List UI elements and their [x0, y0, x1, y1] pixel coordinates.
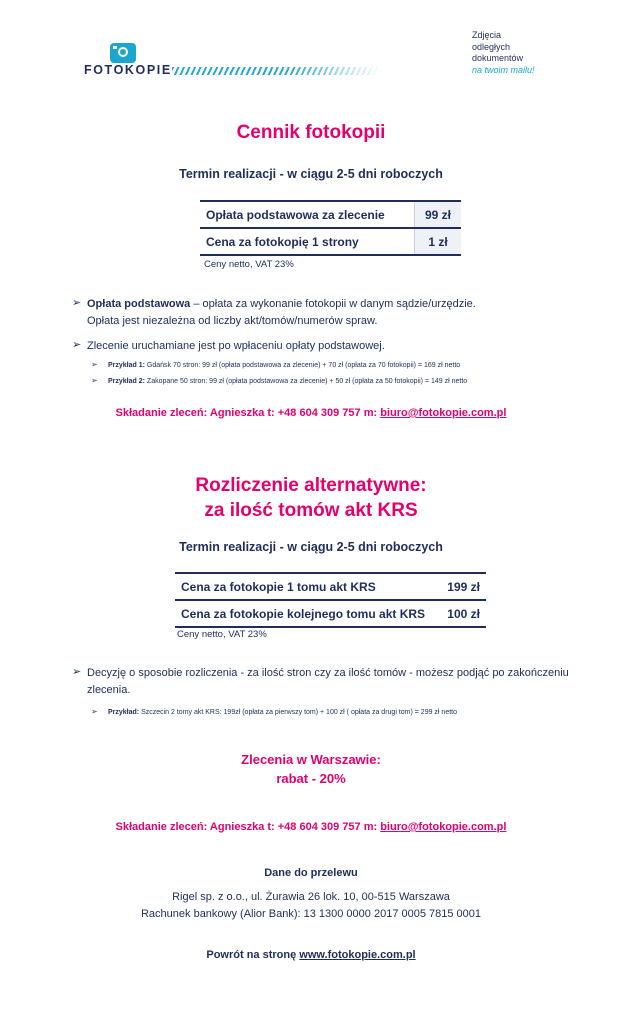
order-contact: Składanie zleceń: Agnieszka t: +48 604 309 757 m: biuro@fotokopie.com.pl	[115, 821, 507, 833]
order-contact: Składanie zleceń: Agnieszka t: +48 604 309 757 m: biuro@fotokopie.com.pl	[115, 407, 507, 419]
row-value: 199 zł	[447, 579, 480, 594]
table-row	[175, 600, 486, 627]
example-2: Przykład 2: Zakopane 50 stron: 99 zł (opłata podstawowa za zlecenie) + 50 zł (opłata za 50 fotokopii) = 149 zł netto	[108, 378, 468, 385]
row-value: 100 zł	[447, 606, 480, 621]
section-title-alternative: Rozliczenie alternatywne: za ilość tomów akt KRS	[195, 475, 427, 521]
arrow-bullet-icon: ➢	[72, 339, 82, 351]
email-link[interactable]: biuro@fotokopie.com.pl	[380, 407, 507, 419]
row-value: 99 zł	[415, 201, 462, 228]
bank-account: Rachunek bankowy (Alior Bank): 13 1300 0000 2017 0005 7815 0001	[140, 908, 482, 920]
company-address: Rigel sp. z o.o., ul. Żurawia 26 lok. 10, 00-515 Warszawa	[172, 891, 450, 903]
arrow-bullet-icon: ➢	[91, 376, 98, 385]
vat-note: Ceny netto, VAT 23%	[177, 629, 267, 640]
row-label: Cena za fotokopię 1 strony	[206, 234, 359, 249]
table-row	[175, 573, 486, 600]
row-value: 1 zł	[415, 228, 462, 255]
subtitle-deadline: Termin realizacji - w ciągu 2-5 dni roboczych	[179, 540, 443, 554]
camera-logo-icon	[110, 43, 136, 63]
logo-text: FOTOKOPIE	[84, 63, 172, 77]
website-link[interactable]: www.fotokopie.com.pl	[299, 949, 416, 961]
arrow-bullet-icon: ➢	[91, 360, 98, 369]
price-table	[200, 200, 461, 256]
bullet-settlement-choice: Decyzję o sposobie rozliczenia - za ilość stron czy za ilość tomów - możesz podjąć po zakończeniu zlecenia.	[87, 667, 569, 696]
warsaw-discount: Zlecenia w Warszawie: rabat - 20%	[241, 752, 381, 786]
arrow-bullet-icon: ➢	[72, 666, 82, 678]
row-label: Cena za fotokopie 1 tomu akt KRS	[181, 579, 376, 594]
krs-price-table	[175, 572, 486, 628]
email-link[interactable]: biuro@fotokopie.com.pl	[380, 821, 507, 833]
transfer-title: Dane do przelewu	[264, 867, 358, 879]
row-label: Opłata podstawowa za zlecenie	[206, 207, 385, 222]
table-row	[200, 228, 461, 255]
arrow-bullet-icon: ➢	[72, 297, 82, 309]
vat-note: Ceny netto, VAT 23%	[204, 259, 294, 270]
back-link-line: Powrót na stronę www.fotokopie.com.pl	[206, 949, 416, 961]
page-title: Cennik fotokopii	[236, 122, 386, 143]
bullet-base-fee: Opłata podstawowa – opłata za wykonanie fotokopii w danym sądzie/urzędzie. Opłata jest niezależna od liczby akt/tomów/numerów spraw.	[87, 298, 476, 327]
table-row	[200, 201, 461, 228]
bullet-start: Zlecenie uruchamiane jest po wpłaceniu opłaty podstawowej.	[87, 340, 385, 352]
arrow-bullet-icon: ➢	[91, 707, 98, 716]
logo-stripes	[172, 67, 382, 75]
example-krs: Przykład: Szczecin 2 tomy akt KRS: 199zł (opłata za pierwszy tom) + 100 zł ( opłata za drugi tom) = 299 zł netto	[108, 709, 457, 716]
example-1: Przykład 1: Gdańsk 70 stron: 99 zł (opłata podstawowa za zlecenie) + 70 zł (opłata za 70 fotokopii) = 169 zł netto	[108, 362, 461, 369]
row-label: Cena za fotokopie kolejnego tomu akt KRS	[181, 606, 426, 621]
tagline: Zdjęcia odległych dokumentów na twoim mailu!	[472, 30, 535, 75]
subtitle-deadline: Termin realizacji - w ciągu 2-5 dni roboczych	[179, 167, 443, 181]
